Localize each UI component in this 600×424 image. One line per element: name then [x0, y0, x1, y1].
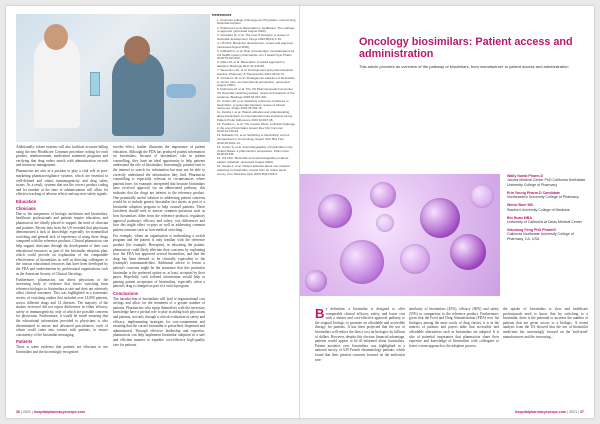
- left-folio: [16, 410, 85, 414]
- body-paragraph: nocebo effect, further illustrates the importance of patient education. Although the FDA has produced patient information on biosimilars, because of biosimilars' role in patient counselling, they have an ideal opportunity to help patients understand the role of biosimilars. Increasingly, patients turn to the internet to search for information but may not be able to correctly understand the information they find. Pharmacist counselling is especially relevant in circumstances where patients have, for example, interpreted that because biosimilars have received approval via an abbreviated pathway, this indicates that the drugs are inferior to the reference product. One potentially useful solution to addressing patient concerns would be to include generic biosimilar fact sheets as part of a biosimilar adoption program to help counsel patients. These factsheets should seek to answer common questions such as how biosimilars differ from the reference products, regulatory approval pathways, efficacy and safety, cost differences and how this might affect co-pays as well as addressing common patient concerns such as 'non-medical switching'.: [113, 145, 205, 232]
- left-page: [6, 6, 300, 418]
- body-text-2: similarity of biosimilars (45%), efficacy (60%) and safety (55%) in comparison to the reference product. Furthermore, given that the Food and Drug Administration (FDA) now list biologics among the most costly of drug classes, it is in the interest of patients and payers alike that accessible and affordable alternatives such as biosimilars are adopted. It is also of potential importance that pharmacists share their expertise and knowledge of biosimilars with colleagues to foster a team approach to the adoption process.: [409, 307, 499, 348]
- standfirst: This article provides an overview of the pathway of biosimilars, from manufacturer to patient access and administration: [359, 64, 569, 69]
- clinician-head: [44, 24, 68, 50]
- body-column-1: [315, 307, 405, 362]
- page-number: 37: [580, 410, 584, 414]
- reference-item: 9. Kishimoto M, et al. The US Pharmacopeial Convention. US biosimilar switching studies, review and analysis of the evidence. Biodrugs 2018;32:397-404.: [217, 87, 295, 99]
- cell-shape: [450, 234, 486, 270]
- cell-shape: [400, 244, 430, 274]
- right-page: [300, 6, 594, 418]
- reference-item: 12. Pouillon L, et al. The nocebo effect: a clinical challenge in the era of biosimilars. Expert Rev Clin Immunol 2018;14:739-49.: [217, 121, 295, 134]
- author-entry: [507, 228, 589, 241]
- cell-shape: [318, 194, 352, 228]
- body-column-2: [409, 307, 499, 348]
- section-heading: Patients: [16, 339, 33, 345]
- reference-item: 5. Kalbatchi F, et al. Role of biosimilars: Considerations for US health-system pharmacists. Am J Health Syst Pharm 2018;75:497-504.: [217, 48, 295, 61]
- cell-illustration: [300, 174, 500, 296]
- body-paragraph: For example, where an organisation is undertaking a switch program and the patient is only familiar with the reference product (for example, Herceptin), in educating the patient, pharmacists could likely alleviate their concerns by explaining how the FDA has approved several biosimilars, and that the drug has been deemed to be clinically equivalent to the (example) trastuzumab-dkst. Additional advice to lessen a patient's concerns might be the assurance that this particular biosimilar is the preferred option or, at least, accepted by their payer. Hopefully, such tailored information would help in gaining patient acceptance of biosimilars, especially when a patient's drug is changed as part of a switch program.: [113, 233, 205, 289]
- section-heading: Conclusions: [113, 290, 139, 296]
- patient-head: [124, 36, 150, 64]
- reference-item: 6. Aitken M, et al. Biosimilars: A scaled approach to adoption. Biodrugs 2017;31:249-58.: [217, 60, 285, 69]
- reference-item: 15. US FDA. Biosimilar and interchangeable products: patient materials. (accessed August 2020).: [217, 156, 289, 165]
- body-text-3: the uptake of biosimilars is slow and healthcare professionals need to know that by switching to a biosimilar, there is the potential to increase the number of patients that are given access to a biologic. A recent analysis from the US showed that the use of biosimilar medicines has increasingly focused on the 'mid-sized' manufacturers and the increasing...: [503, 307, 588, 339]
- glove-icon: [166, 84, 196, 98]
- references-title: References: [212, 14, 232, 17]
- author-name: Xiaodong Feng PhD PharmD: [507, 228, 556, 233]
- author-entry: [507, 216, 589, 225]
- reference-item: 8. Cuarteros JF, et al. Strategies for adoption of biosimilars in cancer care: an international perspective. (accessed August 2020).: [217, 75, 295, 88]
- article-column-1: [16, 145, 108, 356]
- clinicians-photo: [16, 14, 210, 142]
- cell-shape: [376, 214, 394, 232]
- body-text-1: y definition, a biosimilar is designed to offer comparable clinical efficacy, safety, and lower cost with a shorter and cost-effective approval pathway to the original biologic to promote an affordable and accessible therapy for patients. It has been projected that the use of biosimilars will reduce the direct cost on biologics by billions of dollars. However, despite this obvious financial advantage, patients would appear to be ill-informed about biosimilars. Patient anxieties over biosimilars was highlighted in a national survey of 629 French rheumatology patients, which found that their greatest concerns focused on the molecular non-: [315, 307, 405, 362]
- body-paragraph: Additionally, robust systems will also facilitate accurate billing using the new Healthcare Common procedure coding for each product, reimbursement, medication statement programs and verifying that drug orders match with administration records and inventory management.: [16, 145, 108, 168]
- right-folio: [515, 410, 584, 414]
- folio-separator: | 2021 |: [567, 410, 579, 414]
- author-list: [507, 174, 589, 245]
- cell-shape: [305, 270, 327, 292]
- article-column-2: [113, 145, 205, 349]
- reference-item: 3. Gonzalez M, et al. The cost of biologics: a review of biosimilar development. Drugs 2020;80(11):1-15.: [217, 33, 289, 41]
- cell-shape: [370, 182, 396, 208]
- section-heading: Education: [16, 199, 37, 205]
- magazine-spread: [6, 6, 594, 418]
- author-affiliation: Northeastern University College of Pharmacy: [507, 195, 579, 200]
- author-affiliation: University of California at Davis Medical Center: [507, 220, 583, 225]
- author-affiliation: Jacobs Medical Center PhD California Northstate University College of Pharmacy: [507, 178, 586, 187]
- references-sidebar: [212, 14, 296, 399]
- author-affiliation: California Northstate University College of Pharmacy, CA, USA: [507, 232, 574, 241]
- site-name: hospitalpharmacyeurope.com: [515, 410, 567, 414]
- author-affiliation: Stanford University College of Medicine: [507, 207, 570, 212]
- reference-item: 10. Cohen HP, et al. Switching reference medicines to biosimilars: a systematic literature review of clinical outcomes. Drugs 2018;78:463-78.: [217, 98, 289, 111]
- reference-item: 1. American college of Emergency Physicians. Overcoming biosimilar barriers.: [217, 17, 296, 26]
- reference-item: 16. Teeple A, et al. Patient attitudes about non-medical switching to biosimilars: results from an online panel survey. Curr Med Res Opin 2019;35(4):603-9.: [217, 164, 290, 176]
- body-column-3: [503, 307, 588, 339]
- vial-icon: [90, 72, 100, 96]
- reference-item: 4. US FDA. Biosimilar development, review and approval. (accessed August 2020).: [217, 41, 294, 49]
- body-paragraph: There is some evidence that patients are reluctant to use biosimilars and the increasingly recognised: [16, 345, 108, 354]
- reference-item: 2. Kirkwood A et al. Biosimilars in healthcare. The pathway to approval. (accessed August 2020).: [217, 25, 295, 34]
- author-name: Wally Nunta Pharm.D: [507, 174, 544, 178]
- references-list: [212, 19, 296, 177]
- reference-item: 14. Cohen S, et al. Interchangeability of biosimilars in the United States: a pharmacist's perspective. Pharm Res 2018;35:236.: [217, 144, 293, 157]
- reference-item: 11. Jacobs I, et al. Patient attitudes and understanding about biosimilars: an international cross-sectional survey. Patient Prefer Adherence 2016;10:937-48.: [217, 110, 293, 122]
- cell-shape: [470, 184, 494, 208]
- reference-item: 13. Edwards CJ, et al. Switching to biosimilars: current perspectives in immunology. Expert Opin Biol Ther 2019;19:1001-14.: [217, 133, 290, 145]
- author-entry: [507, 174, 589, 187]
- author-entry: [507, 203, 589, 212]
- body-paragraph: Due to the uniqueness of biologic medicines and biosimilars, healthcare professionals and patients require education, and pharmacists are ideally placed to support the need of clinician and patients. Recent data from the US revealed that physicians demonstrated a lack of knowledge, especially for nonmedical switching and general lack of experience of using these drugs compared with the reference products. Clinical pharmacists can help support clinicians through the development of their own educational resources as part of the biosimilar adoption plan, which could provide an explanation of the comparable effectiveness of biosimilars as well as directing colleagues to the various educational resources that have been developed by the FDA and endorsements by professional organisations such as the American Society of Clinical Oncology.: [16, 211, 108, 276]
- patient-figure: [112, 52, 164, 136]
- author-name: Bin Huan MBA: [507, 215, 532, 220]
- page-number: 36: [16, 410, 20, 414]
- reference-item: 7. Stevenson JG, et al. Development and pharmaceutical practice. Pharmacy & Therapeutics 2021;46:63-73.: [217, 68, 293, 76]
- author-name: Erin Young Pharm.D Candidate: [507, 190, 560, 195]
- site-name: hospitalpharmacyeurope.com: [33, 410, 85, 414]
- cell-shape: [340, 240, 384, 284]
- article-title: Oncology biosimilars: Patient access and administration: [359, 36, 573, 60]
- body-paragraph: The introduction of biosimilars will lead to organisational cost savings and allow for the treatment of a greater number of patients. Pharmacists who equip themselves with the necessary knowledge have a pivotal role to play in aiding both physicians and patients, not only through a critical evaluation of safety and efficacy, implementing strategies for cost-containment and ensuring that the correct biosimilar is prescribed, dispensed and administered. Through effective leadership and expertise, pharmacists can help implement biosimilar adoption in a safe and efficient manner to expedite cost-effective high-quality care for patients.: [113, 296, 205, 347]
- cell-shape: [420, 198, 460, 238]
- body-paragraph: Pharmacists are also in a position to play a vital role in post-marketing pharmacovigilance systems, which are essential to well-defined and robust immunogenicity and drug safety issues. As a result, systems that use the correct product coding and lot number at the time of administration will allow for effective tracking of adverse effects and any new safety signals.: [16, 169, 108, 197]
- body-paragraph: Furthermore, pharmacists can direct physicians to the increasing body of evidence that shows switching from reference biologics to biosimilars is safe and does not adversely affect clinical outcomes. This was highlighted in a systematic review of switching studies that included over 14,000 patients, across different drugs and 14 diseases. The majority of the studies reviewed did not report differences in either efficacy, safety or immunogenicity, only of which are possible concerns for physicians. Furthermore, it would be worth ensuring that the educational information provided to physicians is also disseminated to nurses and advanced practitioners, each of whom could come into contact with patients, to ensure consistency of the biosimilar messaging.: [16, 277, 108, 337]
- section-heading: Clinicians: [16, 206, 36, 212]
- author-entry: [507, 191, 589, 200]
- author-name: Wenzi Boer MD: [507, 203, 534, 208]
- folio-separator: | 2021 |: [21, 410, 33, 414]
- drop-cap: B: [315, 305, 325, 321]
